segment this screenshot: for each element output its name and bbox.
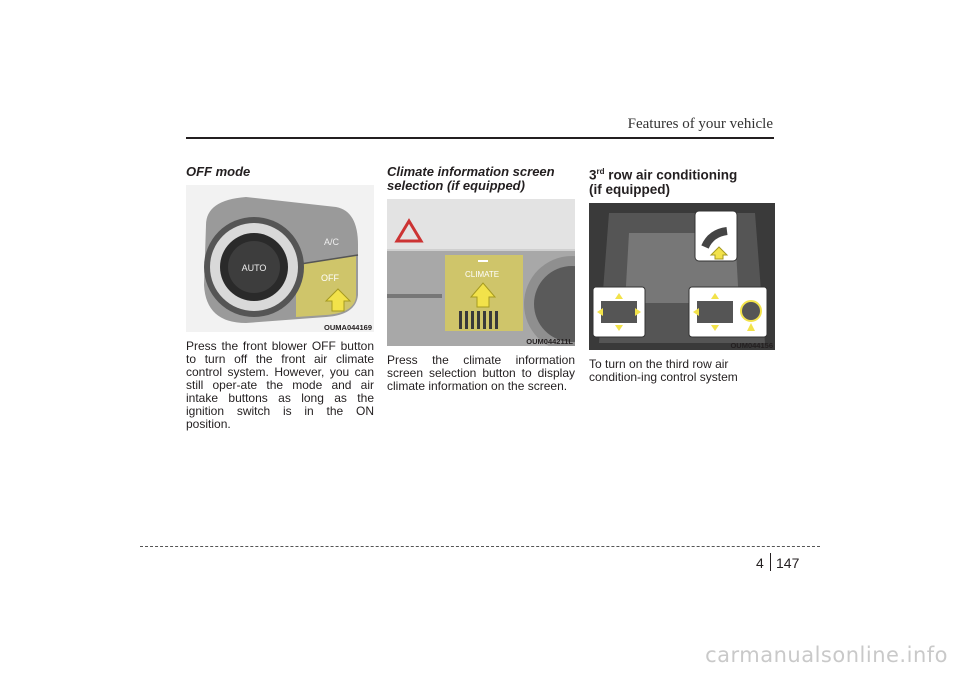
body-text: To turn on the third row air condition-ing control system <box>589 356 738 384</box>
section-heading: OFF mode <box>186 164 251 179</box>
ac-label: A/C <box>324 237 340 247</box>
section-heading <box>387 165 575 193</box>
figure-code: OUMA044169 <box>324 323 372 332</box>
section-climate-info <box>387 165 575 393</box>
climate-label: CLIMATE <box>465 270 500 279</box>
section-heading <box>589 165 775 197</box>
section-third-row-ac <box>589 165 775 384</box>
page-number: 147 <box>776 555 800 571</box>
heading-prefix: 3 <box>589 167 597 183</box>
figure-climate-button <box>387 199 575 346</box>
page-separator <box>770 553 771 571</box>
heading-rest: row air conditioning <box>604 167 738 183</box>
dashboard-illustration <box>387 199 575 346</box>
heading-line-1: Climate information screen <box>387 164 555 179</box>
header-rule <box>186 137 774 139</box>
knob-icon <box>741 301 761 321</box>
footer-rule <box>140 546 820 547</box>
heading-line-2: selection (if equipped) <box>387 178 525 193</box>
climate-knob-illustration <box>186 185 374 332</box>
cargo-area-illustration <box>589 203 775 350</box>
running-header: Features of your vehicle <box>627 116 773 132</box>
figure-code: OUM044156 <box>730 340 773 350</box>
section-off-mode <box>186 165 374 431</box>
chapter-number: 4 <box>756 555 764 571</box>
body-text: Press the front blower OFF button to turn off the front air climate control system. However, you can still oper-ate the mode and air intake buttons as long as the ignition switch is in the ON position. <box>186 339 374 431</box>
heading-superscript: rd <box>596 167 605 176</box>
watermark: carmanualsonline.info <box>705 643 948 667</box>
figure-third-row <box>589 203 775 350</box>
auto-label: AUTO <box>241 263 267 273</box>
body-text: Press the climate information screen selection button to display climate information on the screen. <box>387 353 575 393</box>
figure-off-button <box>186 185 374 332</box>
figure-code: OUM044211L <box>526 337 573 346</box>
heading-line-2: (if equipped) <box>589 181 670 197</box>
off-label: OFF <box>321 273 339 283</box>
